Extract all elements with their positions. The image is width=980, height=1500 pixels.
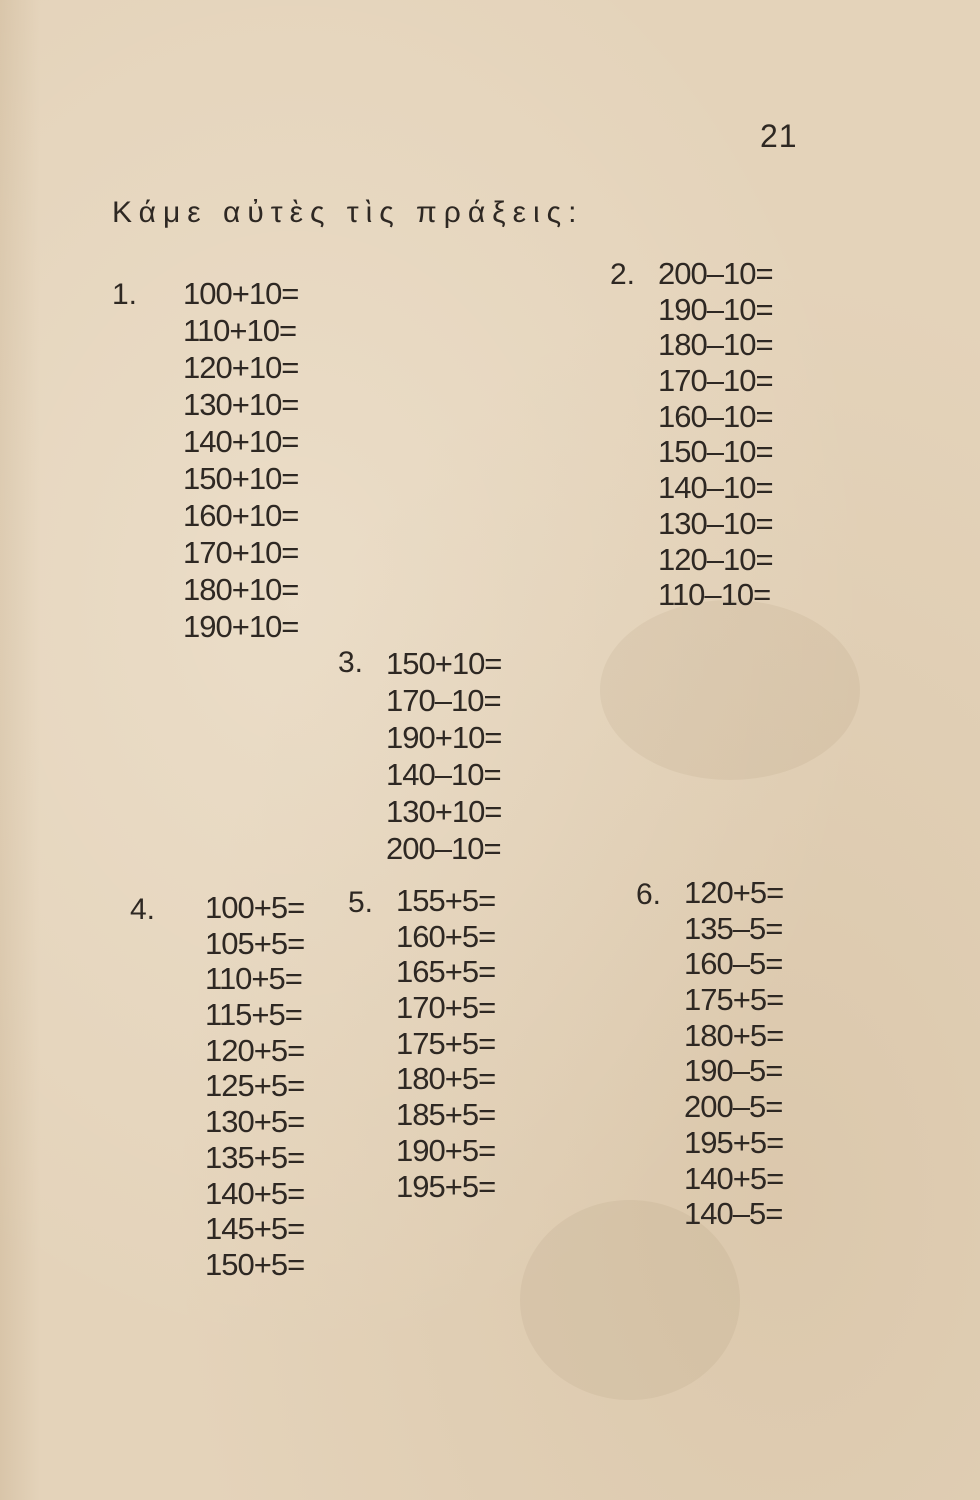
problem-item: 130+10=	[183, 387, 299, 422]
problem-item: 135+5=	[205, 1139, 305, 1175]
problem-item: 130+10=	[386, 794, 502, 829]
problem-item: 130+5=	[205, 1104, 305, 1140]
problem-item: 140+5=	[684, 1160, 784, 1196]
exercise-heading: Κάμε αὐτὲς τὶς πράξεις:	[112, 196, 584, 229]
problem-item: 195+5=	[396, 1168, 496, 1204]
problem-item: 170–10=	[658, 363, 773, 399]
exercise-2-number: 2.	[610, 258, 636, 291]
problem-item: 190+10=	[183, 609, 299, 644]
problem-item: 200–10=	[658, 256, 773, 291]
problem-item: 200–5=	[684, 1089, 783, 1125]
problem-item: 180+5=	[684, 1017, 784, 1053]
exercise-6-list	[684, 875, 783, 1232]
problem-item: 190–5=	[684, 1053, 783, 1089]
problem-item: 180+10=	[183, 572, 299, 607]
exercise-5-list	[396, 883, 495, 1204]
problem-item: 100+10=	[183, 276, 299, 311]
problem-item: 100+5=	[205, 890, 305, 925]
problem-item: 190+5=	[396, 1132, 496, 1168]
problem-item: 140–10=	[386, 757, 501, 792]
exercise-1-list	[183, 275, 298, 645]
problem-item: 175+5=	[684, 982, 784, 1018]
exercise-1-number: 1.	[112, 278, 138, 311]
problem-item: 200–10=	[386, 831, 501, 866]
problem-item: 190–10=	[658, 291, 773, 327]
page-number: 21	[760, 118, 798, 154]
problem-item: 105+5=	[205, 925, 305, 961]
problem-item: 120+5=	[684, 875, 784, 910]
problem-item: 135–5=	[684, 910, 783, 946]
problem-item: 150–10=	[658, 434, 773, 470]
problem-item: 185+5=	[396, 1097, 496, 1133]
exercise-6-number: 6.	[636, 878, 662, 911]
problem-item: 125+5=	[205, 1068, 305, 1104]
problem-item: 140–5=	[684, 1196, 783, 1232]
problem-item: 190+10=	[386, 720, 502, 755]
problem-item: 150+5=	[205, 1246, 305, 1282]
problem-item: 140–10=	[658, 470, 773, 506]
paper-stain	[600, 600, 860, 780]
problem-item: 120+5=	[205, 1032, 305, 1068]
problem-item: 170+10=	[183, 535, 299, 570]
problem-item: 120+10=	[183, 350, 299, 385]
problem-item: 120–10=	[658, 541, 773, 577]
problem-item: 160+10=	[183, 498, 299, 533]
problem-item: 140+5=	[205, 1175, 305, 1211]
exercise-4-list	[205, 890, 304, 1283]
problem-item: 115+5=	[205, 997, 302, 1033]
problem-item: 180–10=	[658, 327, 773, 363]
problem-item: 165+5=	[396, 954, 496, 990]
problem-item: 160–5=	[684, 946, 783, 982]
problem-item: 130–10=	[658, 505, 773, 541]
exercise-4-number: 4.	[130, 893, 156, 926]
problem-item: 155+5=	[396, 883, 496, 918]
problem-item: 195+5=	[684, 1124, 784, 1160]
problem-item: 110–10=	[658, 577, 771, 613]
problem-item: 110+10=	[183, 313, 297, 348]
problem-item: 145+5=	[205, 1211, 305, 1247]
problem-item: 160–10=	[658, 398, 773, 434]
problem-item: 175+5=	[396, 1025, 496, 1061]
exercise-3-list	[386, 645, 501, 867]
problem-item: 170+5=	[396, 990, 496, 1026]
exercise-2-list	[658, 256, 773, 613]
exercise-5-number: 5.	[348, 886, 374, 919]
problem-item: 150+10=	[183, 461, 299, 496]
problem-item: 150+10=	[386, 646, 502, 681]
problem-item: 180+5=	[396, 1061, 496, 1097]
exercise-3-number: 3.	[338, 646, 364, 679]
problem-item: 160+5=	[396, 918, 496, 954]
problem-item: 140+10=	[183, 424, 299, 459]
problem-item: 170–10=	[386, 683, 501, 718]
problem-item: 110+5=	[205, 961, 302, 997]
